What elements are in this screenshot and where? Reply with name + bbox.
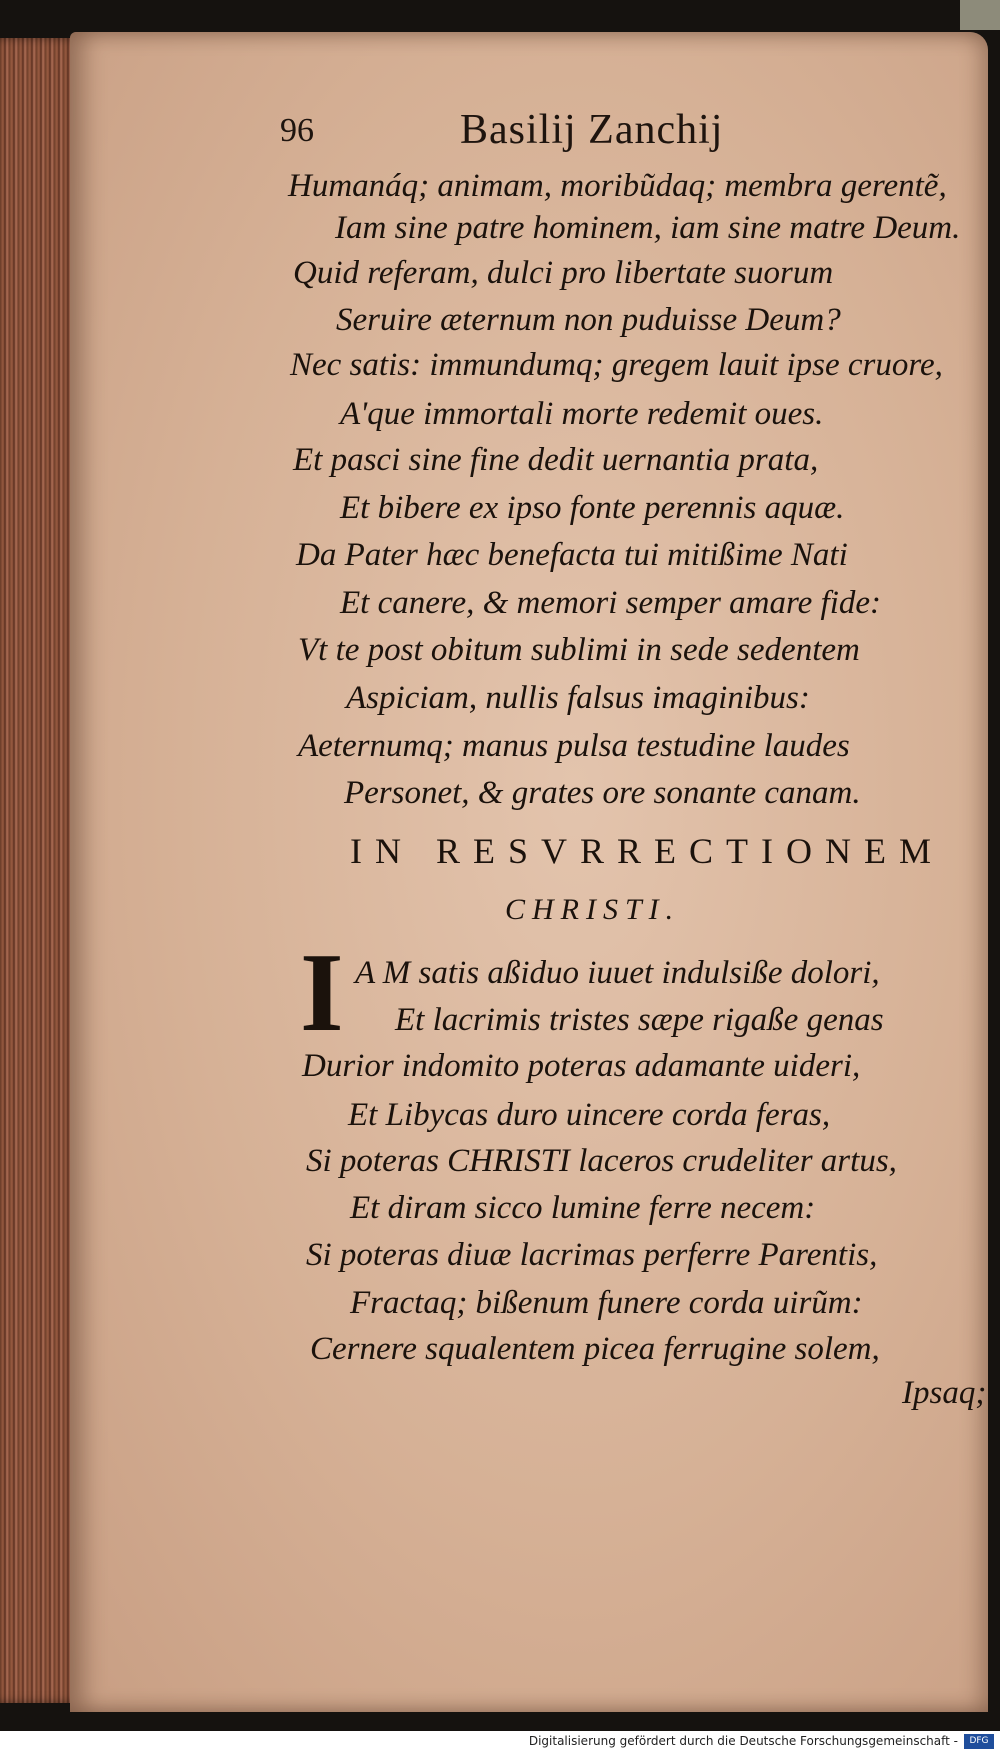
verse-line: Personet, & grates ore sonante canam. [344, 775, 861, 811]
footer-bar [0, 1731, 1000, 1753]
verse-line: Vt te post obitum sublimi in sede sedentem [298, 632, 860, 668]
verse-line: Da Pater hæc benefacta tui mitißime Nati [296, 537, 848, 573]
page-number: 96 [280, 112, 314, 149]
verse-line: Si poteras diuæ lacrimas perferre Parentis, [306, 1237, 878, 1273]
verse-line: Et diram sicco lumine ferre necem: [350, 1190, 816, 1226]
verse-line: Si poteras CHRISTI laceros crudeliter artus, [306, 1143, 897, 1179]
verse-line: Seruire æternum non puduisse Deum? [336, 302, 841, 338]
verse-line: Durior indomito poteras adamante uideri, [302, 1048, 861, 1084]
verse-line: Humanáq; animam, moribũdaq; membra gerentẽ, [288, 168, 947, 204]
verse-line: Nec satis: immundumq; gregem lauit ipse cruore, [290, 347, 943, 383]
dfg-logo: DFG [964, 1734, 994, 1749]
verse-line: Iam sine patre hominem, iam sine matre Deum. [335, 210, 961, 246]
verse-line: Et pasci sine fine dedit uernantia prata, [293, 442, 819, 478]
verse-line: A M satis aßiduo iuuet indulsiße dolori, [355, 955, 880, 991]
verse-line: Et canere, & memori semper amare fide: [340, 585, 882, 621]
verse-line: A'que immortali morte redemit oues. [340, 396, 824, 432]
verse-line: Et Libycas duro uincere corda feras, [348, 1097, 831, 1133]
section-title: IN RESVRRECTIONEM [350, 831, 945, 871]
verse-line: Et bibere ex ipso fonte perennis aquæ. [340, 490, 845, 526]
verse-line: Aspiciam, nullis falsus imaginibus: [346, 680, 810, 716]
verse-line: Cernere squalentem picea ferrugine solem, [310, 1331, 880, 1367]
running-head: Basilij Zanchij [460, 107, 724, 153]
drop-cap: I [300, 931, 344, 1055]
verse-line: Et lacrimis tristes sæpe rigaße genas [395, 1002, 884, 1038]
book-clasp [960, 0, 1000, 30]
footer-credit: Digitalisierung gefördert durch die Deutsche Forschungsgemeinschaft - [528, 1734, 958, 1748]
verse-line: Quid referam, dulci pro libertate suorum [293, 255, 834, 291]
section-subtitle: CHRISTI. [505, 893, 681, 926]
verse-line: Fractaq; bißenum funere corda uirũm: [350, 1285, 863, 1321]
page-header [280, 107, 920, 160]
verse-line: Aeternumq; manus pulsa testudine laudes [298, 728, 850, 764]
catchword: Ipsaq; [902, 1375, 987, 1411]
